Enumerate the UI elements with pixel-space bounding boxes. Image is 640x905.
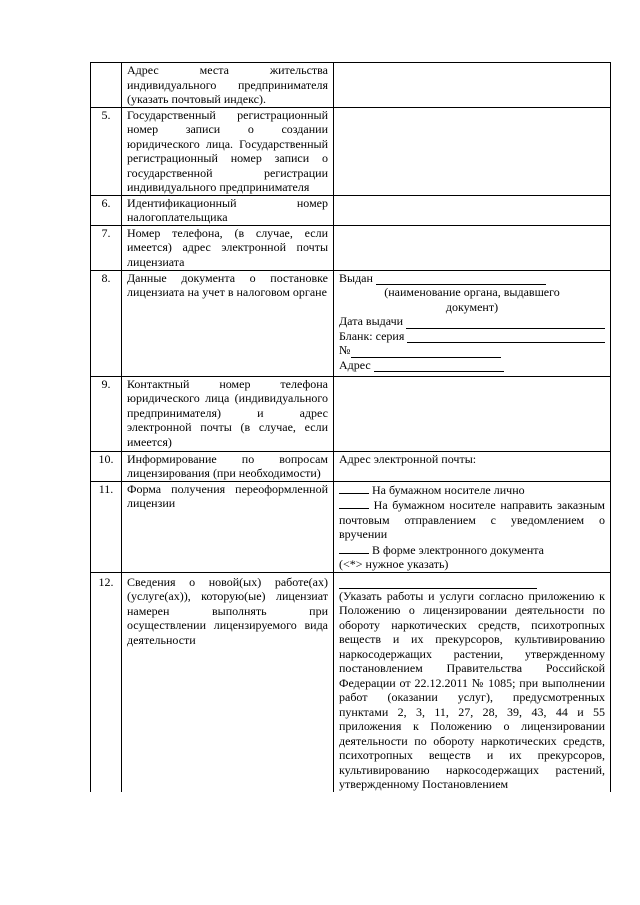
table-row — [91, 107, 611, 195]
document-number-label: № — [339, 343, 351, 357]
row-number: 12. — [91, 572, 122, 792]
issue-date-blank[interactable] — [406, 317, 605, 329]
document-number-blank[interactable] — [351, 346, 501, 358]
option-paper-in-person-label: На бумажном носителе лично — [372, 482, 525, 497]
table-row — [91, 376, 611, 451]
table-row — [91, 270, 611, 376]
table-row — [91, 195, 611, 225]
address-field[interactable] — [339, 358, 605, 373]
form-series-field[interactable] — [339, 329, 605, 344]
row-label: Адрес места жительства индивидуального предпринимателя (указать почтовый индекс). — [122, 63, 334, 108]
row-number — [91, 63, 122, 108]
option-checkmark-blank[interactable] — [339, 542, 369, 554]
issue-date-label: Дата выдачи — [339, 314, 404, 328]
row-label: Контактный номер телефона юридического лица (индивидуального предпринимателя) и адрес электронной почты (в случае, если имеется) — [122, 376, 334, 451]
row-label: Данные документа о постановке лицензиата на учет в налоговом органе — [122, 270, 334, 376]
row-value[interactable] — [334, 63, 611, 108]
row-number: 10. — [91, 451, 122, 481]
option-electronic[interactable] — [339, 542, 605, 558]
form-series-blank[interactable] — [407, 331, 605, 343]
new-works-field — [334, 572, 611, 792]
table-row — [91, 225, 611, 270]
row-label: Идентификационный номер налогоплательщика — [122, 195, 334, 225]
option-paper-by-mail-label: На бумажном носителе направить заказным почтовым отправлением с уведомлением о вручении — [339, 498, 605, 541]
row-value[interactable] — [334, 195, 611, 225]
address-blank[interactable] — [374, 360, 504, 372]
email-address-label[interactable]: Адрес электронной почты: — [334, 451, 611, 481]
new-works-blank[interactable] — [339, 575, 537, 589]
row-value[interactable] — [334, 107, 611, 195]
table-row — [91, 63, 611, 108]
row-number: 6. — [91, 195, 122, 225]
table-row — [91, 451, 611, 481]
issued-by-blank[interactable] — [376, 273, 546, 285]
issued-by-label: Выдан — [339, 270, 373, 285]
table-row — [91, 572, 611, 792]
form-series-label: Бланк: серия — [339, 328, 405, 343]
row-value[interactable] — [334, 376, 611, 451]
option-paper-in-person[interactable] — [339, 482, 605, 498]
row-label: Форма получения переоформленной лицензии — [122, 481, 334, 572]
option-paper-by-mail[interactable] — [339, 497, 605, 542]
row-number: 5. — [91, 107, 122, 195]
issued-by-note: (наименование органа, выдавшего документ) — [384, 285, 560, 314]
option-checkmark-blank[interactable] — [339, 497, 369, 509]
row-label: Государственный регистрационный номер записи о создании юридического лица. Государственный регистрационный номер записи о государственной регистрации индивидуального предпринимателя — [122, 107, 334, 195]
table-row — [91, 481, 611, 572]
row-value[interactable] — [334, 225, 611, 270]
issue-date-field[interactable] — [339, 314, 605, 329]
new-works-instructions: (Указать работы и услуги согласно приложению к Положению о лицензировании деятельности по обороту наркотических средств, психотропных веществ и их прекурсоров, культивированию наркосодержащих растении, утвержденному постановлением Правительства Российской Федерации от 22.12.2011 № 1085; при выполнении работ (оказании услуг), предусмотренных пунктами 2, 3, 11, 27, 28, 39, 43, 44 и 55 приложения к Положению о лицензировании деятельности по обороту наркотических средств, психотропных веществ и их прекурсоров, культивированию наркосодержащих растений, утвержденному Постановлением — [339, 588, 605, 791]
option-checkmark-blank[interactable] — [339, 482, 369, 494]
row-label: Сведения о новой(ых) работе(ах) (услуге(ах)), которую(ые) лицензиат намерен выполнять при осуществлении лицензируемого вида деятельности — [122, 572, 334, 792]
document-number-field[interactable] — [339, 343, 605, 358]
row-label: Номер телефона, (в случае, если имеется) адрес электронной почты лицензиата — [122, 225, 334, 270]
address-label: Адрес — [339, 357, 371, 372]
footnote: (<*> нужное указать) — [339, 557, 449, 571]
option-electronic-label: В форме электронного документа — [372, 542, 544, 557]
license-delivery-options — [334, 481, 611, 572]
row-number: 7. — [91, 225, 122, 270]
row-number: 11. — [91, 481, 122, 572]
row-number: 8. — [91, 270, 122, 376]
row-number: 9. — [91, 376, 122, 451]
tax-registration-block — [334, 270, 611, 376]
issued-by-field[interactable] — [339, 271, 605, 286]
row-label: Информирование по вопросам лицензирования (при необходимости) — [122, 451, 334, 481]
application-form-table — [90, 62, 611, 792]
